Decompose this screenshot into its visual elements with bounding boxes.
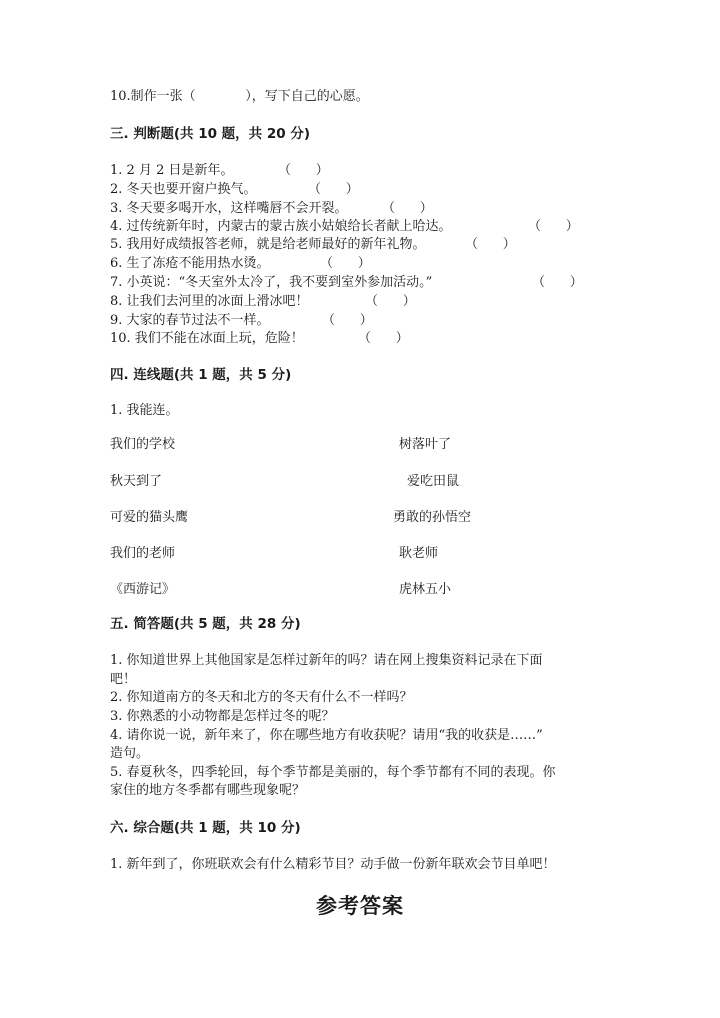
matching-question: 1. 我能连。 [110,403,179,418]
short-answer-line: 吧！ [110,672,137,687]
item-10-fill: 10.制作一张（ ），写下自己的心愿。 [110,89,369,104]
judge-item [110,274,583,291]
match-right-item[interactable]: 虎林五小 [399,582,452,597]
judge-text: 6. 生了冻疮不能用热水烫。 [110,256,270,271]
match-right-item[interactable]: 勇敢的孙悟空 [393,510,472,525]
judge-text: 5. 我用好成绩报答老师，就是给老师最好的新年礼物。 [110,237,426,252]
section-3-heading: 三. 判断题(共 10 题，共 20 分) [110,126,311,142]
answer-key-title: 参考答案 [316,894,404,918]
judge-paren: （ ） [278,163,329,178]
short-answer-line: 1. 你知道世界上其他国家是怎样过新年的吗？请在网上搜集资料记录在下面 [110,653,543,668]
match-right-item[interactable]: 爱吃田鼠 [407,474,460,489]
judge-paren: （ ） [308,182,359,197]
judge-item [110,218,579,235]
section-4-heading: 四. 连线题(共 1 题，共 5 分) [110,367,292,383]
judge-text: 4. 过传统新年时，内蒙古的蒙古族小姑娘给长者献上哈达。 [110,219,452,234]
judge-paren: （ ） [358,331,409,346]
judge-item [110,312,373,329]
judge-text: 7. 小英说：“冬天室外太冷了，我不要到室外参加活动。” [110,275,433,290]
judge-item [110,236,516,253]
judge-paren: （ ） [320,256,371,271]
judge-text: 9. 大家的春节过法不一样。 [110,313,270,328]
judge-paren: （ ） [322,313,373,328]
match-right-item[interactable]: 耿老师 [399,546,439,561]
match-right-item[interactable]: 树落叶了 [399,437,452,452]
short-answer-line: 家住的地方冬季都有哪些现象呢？ [110,783,306,798]
match-left-item[interactable]: 《西游记》 [110,582,176,597]
judge-item [110,255,371,272]
judge-text: 10. 我们不能在冰面上玩，危险！ [110,331,304,346]
judge-text: 1. 2 月 2 日是新年。 [110,163,234,178]
match-left-item[interactable]: 我们的学校 [110,437,176,452]
match-left-item[interactable]: 可爱的猫头鹰 [110,510,189,525]
match-left-item[interactable]: 秋天到了 [110,474,163,489]
judge-paren: （ ） [532,275,583,290]
short-answer-line: 2. 你知道南方的冬天和北方的冬天有什么不一样吗？ [110,690,413,705]
short-answer-line: 造句。 [110,746,150,761]
judge-text: 3. 冬天要多喝开水，这样嘴唇不会开裂。 [110,201,348,216]
short-answer-line: 4. 请你说一说，新年来了，你在哪些地方有收获呢？请用“我的收获是……” [110,728,543,743]
judge-paren: （ ） [382,201,433,216]
judge-item [110,330,409,347]
judge-item [110,293,416,310]
short-answer-line: 5. 春夏秋冬，四季轮回，每个季节都是美丽的，每个季节都有不同的表现。你 [110,765,556,780]
judge-paren: （ ） [465,237,516,252]
section-5-heading: 五. 简答题(共 5 题，共 28 分) [110,616,301,632]
comprehensive-question: 1. 新年到了，你班联欢会有什么精彩节目？动手做一份新年联欢会节目单吧！ [110,857,556,872]
short-answer-line: 3. 你熟悉的小动物都是怎样过冬的呢？ [110,709,335,724]
judge-item [110,181,359,198]
judge-paren: （ ） [365,294,416,309]
judge-item [110,162,329,179]
section-6-heading: 六. 综合题(共 1 题，共 10 分) [110,820,301,836]
match-left-item[interactable]: 我们的老师 [110,546,176,561]
judge-item [110,200,433,217]
judge-text: 2. 冬天也要开窗户换气。 [110,182,257,197]
judge-text: 8. 让我们去河里的冰面上滑冰吧！ [110,294,309,309]
judge-paren: （ ） [528,219,579,234]
